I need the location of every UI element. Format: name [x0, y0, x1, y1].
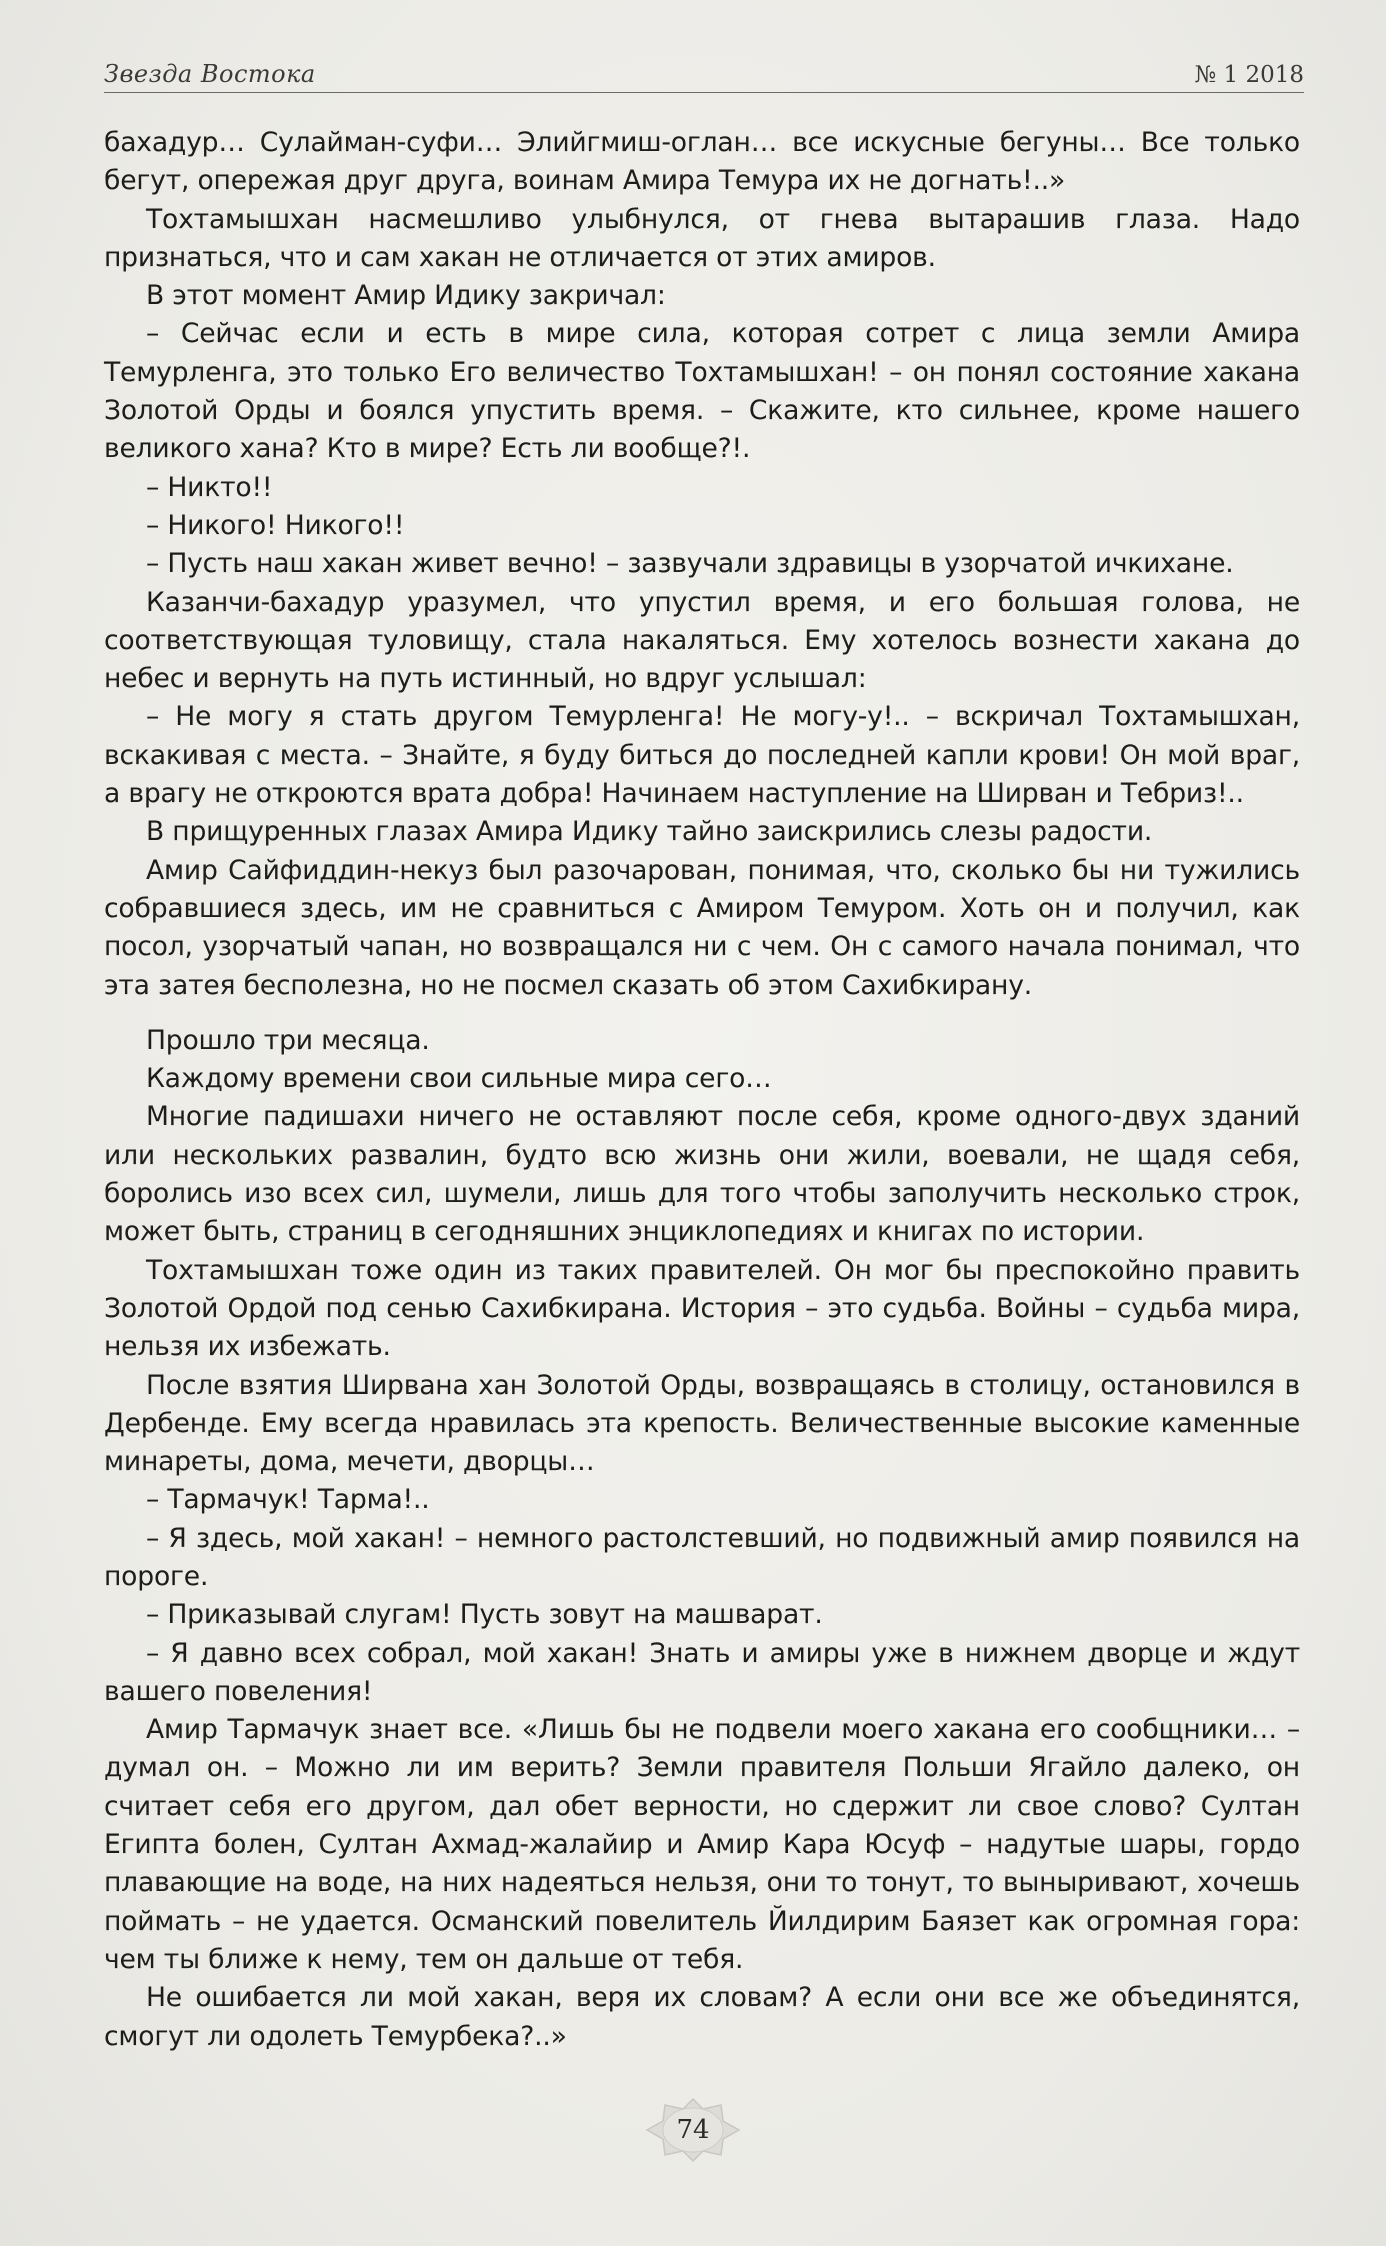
journal-title: Звезда Востока	[104, 60, 316, 88]
paragraph: Каждому времени свои сильные мира сего…	[146, 1063, 772, 1095]
paragraph: Амир Тармачук знает все. «Лишь бы не подвели моего хакана его сообщники… – думал он. – Можно ли им верить? Земли правителя Польши Ягайло далеко, он считает себя его другом, дал обет верности, но сдержит ли свое слово? Султан Египта болен, Султан Ахмад-жалайир и Амир Кара Юсуф – надутые шары, гордо плавающие на воде, на них надеяться нельзя, они то тонут, то выныривают, хочешь поймать – не удается. Османский повелитель Йилдирим Баязет как огромная гора: чем ты ближе к нему, тем он дальше от тебя.	[104, 1714, 1300, 1975]
paragraph: – Приказывай слугам! Пусть зовут на машварат.	[146, 1599, 823, 1631]
paragraph: Не ошибается ли мой хакан, веря их словам? А если они все же объединятся, смогут ли одолеть Темурбека?..»	[104, 1982, 1300, 2052]
paragraph: Казанчи-бахадур уразумел, что упустил время, и его большая голова, не соответствующая туловищу, стала накаляться. Ему хотелось вознести хакана до небес и вернуть на путь истинный, но вдруг услышал:	[104, 586, 1300, 695]
paragraph: В этот момент Амир Идику закричал:	[146, 280, 666, 312]
paragraph: После взятия Ширвана хан Золотой Орды, возвращаясь в столицу, остановился в Дербенде. Ему всегда нравилась эта крепость. Величественные высокие каменные минареты, дома, мечети, дворцы…	[104, 1369, 1300, 1478]
page-number-badge	[641, 2095, 745, 2165]
paragraph: – Никто!!	[146, 471, 273, 503]
paragraph: Тохтамышхан тоже один из таких правителей. Он мог бы преспокойно править Золотой Ордой под сенью Сахибкирана. История – это судьба. Войны – судьба мира, нельзя их избежать.	[104, 1254, 1300, 1363]
paragraph: – Я здесь, мой хакан! – немного растолстевший, но подвижный амир появился на пороге.	[104, 1522, 1300, 1592]
paragraph: Многие падишахи ничего не оставляют после себя, кроме одного-двух зданий или нескольких развалин, будто всю жизнь они жили, воевали, не щадя себя, боролись изо всех сил, шумели, лишь для того чтобы заполучить несколько строк, может быть, страниц в сегодняшних энциклопедиях и книгах по истории.	[104, 1101, 1300, 1248]
paragraph: бахадур… Сулайман-суфи… Элийгмиш-оглан… все искусные бегуны… Все только бегут, опережая друг друга, воинам Амира Темура их не догнать!..»	[104, 127, 1300, 197]
article-body	[104, 124, 1300, 2056]
paragraph: Прошло три месяца.	[146, 1024, 430, 1056]
paragraph: – Тармачук! Тарма!..	[146, 1484, 430, 1516]
paragraph: – Сейчас если и есть в мире сила, которая сотрет с лица земли Амира Темурленга, это только Его величество Тохтамышхан! – он понял состояние хакана Золотой Орды и боялся упустить время. – Скажите, кто сильнее, кроме нашего великого хана? Кто в мире? Есть ли вообще?!.	[104, 318, 1300, 465]
running-header	[104, 52, 1304, 93]
paragraph: – Пусть наш хакан живет вечно! – зазвучали здравицы в узорчатой ичкихане.	[146, 548, 1234, 580]
paragraph: Амир Сайфиддин-некуз был разочарован, понимая, что, сколько бы ни тужились собравшиеся здесь, им не сравниться с Амиром Темуром. Хоть он и получил, как посол, узорчатый чапан, но возвращался ни с чем. Он с самого начала понимал, что эта затея бесполезна, но не посмел сказать об этом Сахибкирану.	[104, 854, 1300, 1001]
paragraph: Тохтамышхан насмешливо улыбнулся, от гнева вытарашив глаза. Надо признаться, что и сам хакан не отличается от этих амиров.	[104, 203, 1300, 273]
issue-number: № 1 2018	[1194, 62, 1304, 88]
paragraph: – Не могу я стать другом Темурленга! Не могу-у!.. – вскричал Тохтамышхан, вскакивая с места. – Знайте, я буду биться до последней капли крови! Он мой враг, а врагу не откроются врата добра! Начинаем наступление на Ширван и Тебриз!..	[104, 701, 1300, 810]
paragraph: – Я давно всех собрал, мой хакан! Знать и амиры уже в нижнем дворце и ждут вашего повеления!	[104, 1637, 1300, 1707]
page-number: 74	[676, 2115, 710, 2145]
paragraph: В прищуренных глазах Амира Идику тайно заискрились слезы радости.	[146, 816, 1153, 848]
paragraph: – Никого! Никого!!	[146, 509, 405, 541]
